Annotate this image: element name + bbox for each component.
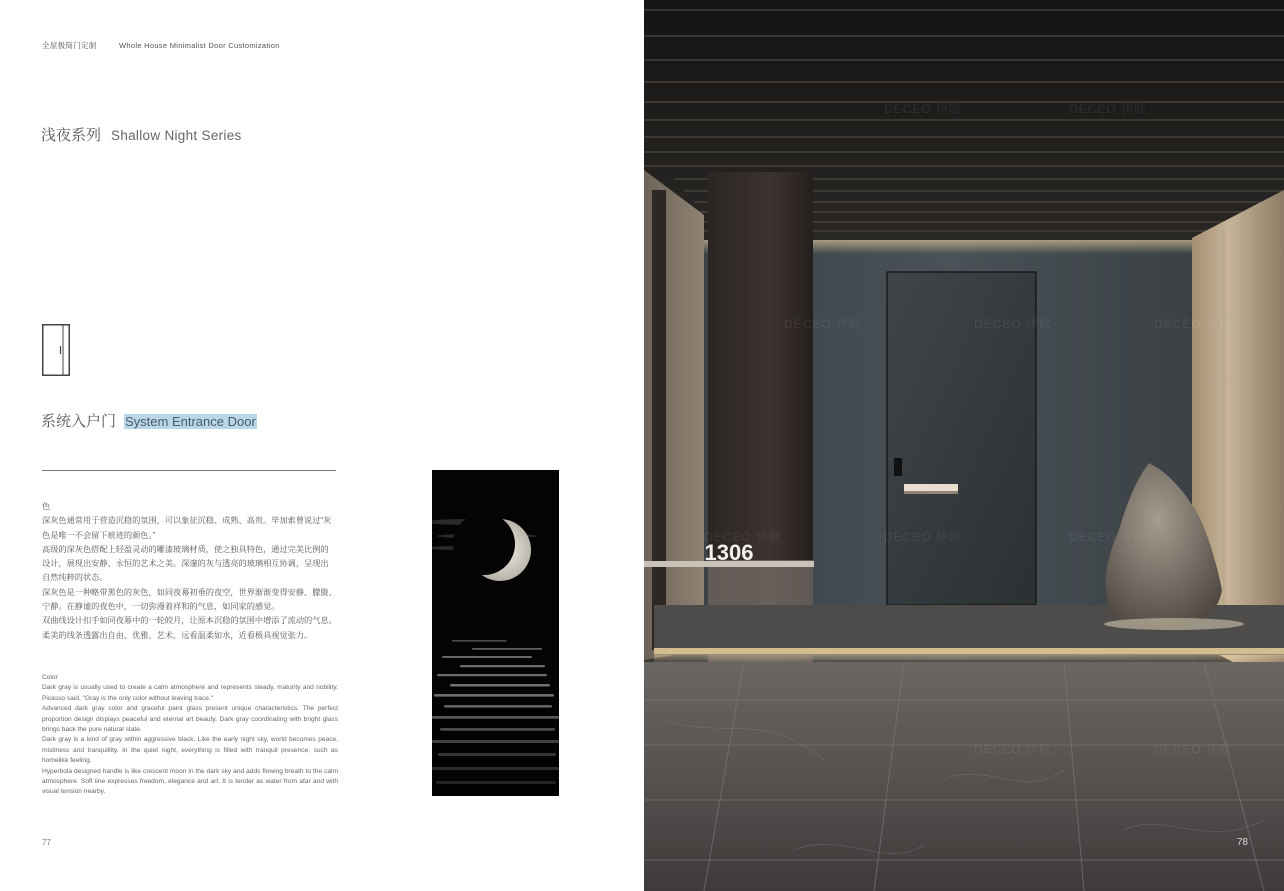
- chinese-description: [42, 500, 338, 643]
- en-paragraph: Dark gray is usually used to create a calm atmosphere and represents steady, maturity and nobility. Picasso said, "Gray is the only color without leaving trace.": [42, 684, 338, 702]
- cn-line: 柔美的线条透露出自由、优雅、艺术，远看温柔如水，近看极具视觉张力。: [42, 630, 313, 640]
- cn-line: 高级的深灰色搭配上轻盈灵动的雕漆玻璃材质，使之独具特色，通过完美比例的: [42, 544, 329, 554]
- series-title-en: Shallow Night Series: [111, 128, 242, 143]
- product-title-cn: 系统入户门: [41, 413, 117, 430]
- page-number-left: 77: [42, 838, 51, 847]
- cn-line: 宁静。在静谧的夜色中，一切弥漫着祥和的气息，如同家的感觉。: [42, 602, 280, 612]
- watermark: DECEO 伊欧: [884, 530, 963, 544]
- cn-line: 色是唯一不会留下痕迹的颜色。”: [42, 530, 156, 540]
- watermark: DECEO 伊欧: [974, 317, 1053, 331]
- divider: [42, 470, 336, 471]
- running-header: [42, 40, 280, 51]
- interior-photo: [644, 0, 1284, 891]
- watermark: DECEO 伊欧: [974, 742, 1053, 756]
- crescent-moon-image: [432, 470, 559, 796]
- header-label-cn: 全屋极简门定制: [42, 41, 97, 50]
- watermark: DECEO 伊欧: [884, 102, 963, 116]
- watermark: DECEO 伊欧: [1154, 317, 1233, 331]
- cn-line: 双曲线设计扣手如同夜幕中的一轮皎月，让原本沉稳的氛围中增添了流动的气息。: [42, 616, 337, 626]
- product-title: [41, 410, 257, 431]
- cn-line: 深灰色是一种略带黑色的灰色，如同夜幕初垂的夜空，世界渐渐变得安静、朦胧、: [42, 587, 337, 597]
- en-paragraph: Hyperbola designed handle is like crescent moon in the dark sky and adds flowing breath to the calm atmosphere. Soft line expresses freedom, elegance and art. It is tender as water from afar and with visual tension nearby.: [42, 767, 338, 796]
- en-paragraph: Color: [42, 674, 58, 681]
- watermark: DECEO 伊欧: [784, 317, 863, 331]
- product-title-en: System Entrance Door: [125, 414, 256, 429]
- series-title: [41, 124, 242, 145]
- cn-line: 色: [42, 502, 51, 511]
- cn-line: 自然纯粹的状态。: [42, 573, 108, 583]
- series-title-cn: 浅夜系列: [41, 127, 102, 144]
- watermark: DECEO 伊欧: [1154, 742, 1233, 756]
- door-outline-icon: [42, 324, 70, 376]
- page-number-right: 78: [1236, 837, 1248, 848]
- english-description: [42, 673, 338, 798]
- watermark: DECEO 伊欧: [1069, 530, 1148, 544]
- watermark: DECEO 伊欧: [1069, 102, 1148, 116]
- watermark: DECEO 伊欧: [704, 530, 783, 544]
- en-paragraph: Dark gray is a kind of gray within aggressive black. Like the early night sky, world becomes peace, mistiness and tranquillity. In the quiet night, everything is filled with tranquil presence, such as homelike feeling.: [42, 736, 338, 765]
- header-label-en: Whole House Minimalist Door Customization: [119, 41, 280, 50]
- door-number: 1306: [704, 540, 754, 565]
- en-paragraph: Advanced dark gray color and graceful paint glass present unique characteristics. The perfect proportion design displays peaceful and eternal art beauty. Dark gray coordinating with bright glass brings back the pure natural state.: [42, 705, 338, 734]
- cn-line: 深灰色通常用于营造沉稳的氛围，可以象征沉稳、成熟、高贵。毕加索曾说过“灰: [42, 516, 332, 526]
- cn-line: 设计，展现出安静、永恒的艺术之美。深邃的灰与透亮的玻璃相互协调，呈现出: [42, 559, 329, 569]
